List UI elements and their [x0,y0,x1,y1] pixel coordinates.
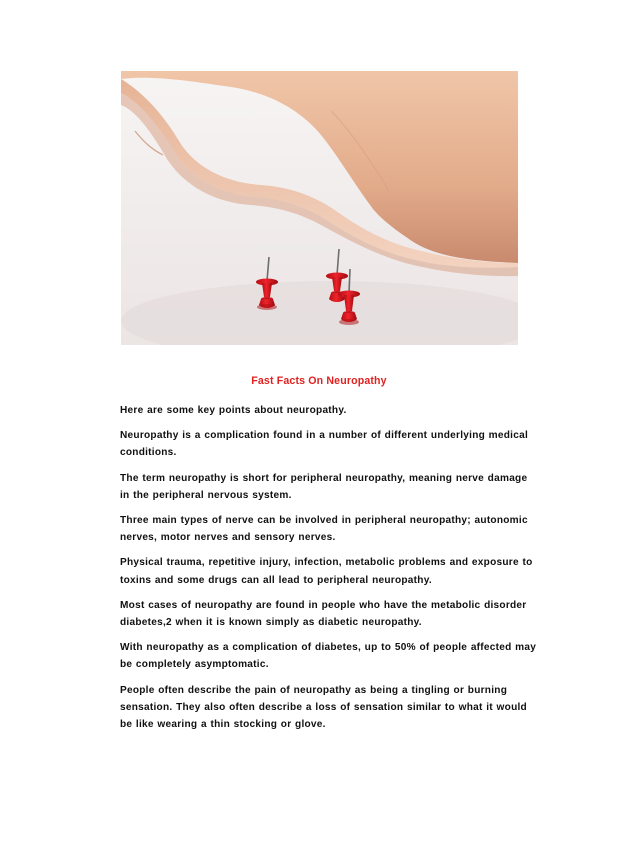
paragraph-diabetes: Most cases of neuropathy are found in people who have the metabolic disorder diabetes,2 when it is known simply as diabetic neuropathy. [120,599,527,629]
paragraph-asymptomatic: With neuropathy as a complication of diabetes, up to 50% of people affected may be completely asymptomatic. [120,642,537,671]
article-title: Fast Facts On Neuropathy [251,375,387,387]
paragraph-complication: Neuropathy is a complication found in a number of different underlying medical conditions. [120,430,529,459]
paragraph-causes: Physical trauma, repetitive injury, infection, metabolic problems and exposure to toxins and some drugs can all lead to peripheral neuropathy. [120,557,533,586]
paragraph-term-definition: The term neuropathy is short for peripheral neuropathy, meaning nerve damage in the peripheral nervous system. [120,472,528,501]
paragraph-pain-description: People often describe the pain of neuropathy as being a tingling or burning sensation. They also often describe a loss of sensation similar to what it would be like wearing a thin stocking or glove. [120,684,527,731]
paragraph-nerve-types: Three main types of nerve can be involved in peripheral neuropathy; autonomic nerves, motor nerves and sensory nerves. [120,515,528,544]
paragraph-key-points: Here are some key points about neuropathy. [120,405,347,416]
article-body [120,402,540,741]
foot-pushpins-photo [121,71,518,345]
foot-pushpins-illustration [121,71,518,345]
